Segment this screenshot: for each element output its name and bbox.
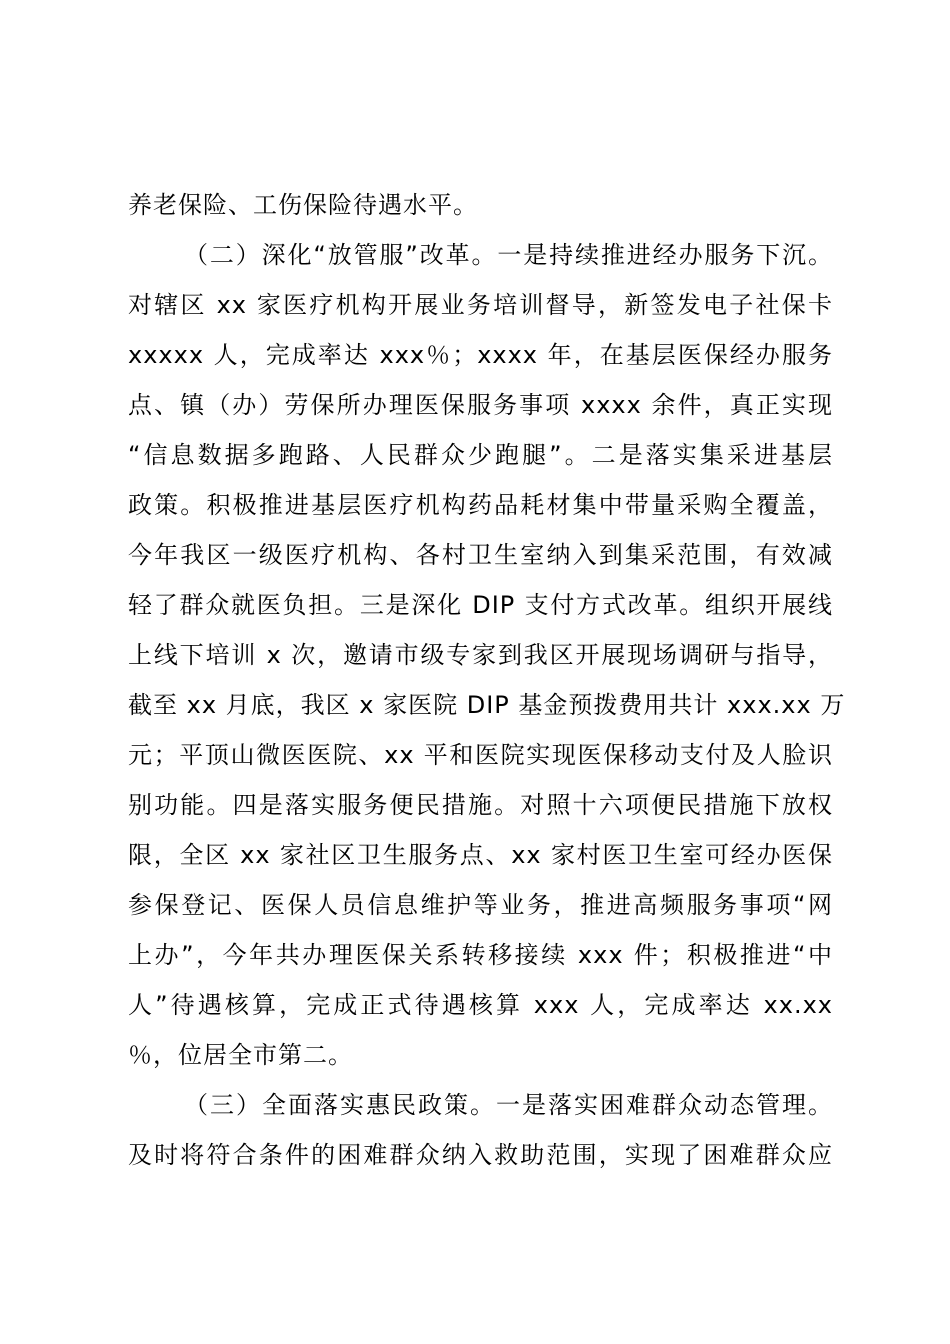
- paragraph-line: xxxxx 人，完成率达 xxx％；xxxx 年，在基层医保经办服务: [128, 341, 833, 369]
- paragraph-line: 限，全区 xx 家社区卫生服务点、xx 家村医卫生室可经办医保: [128, 841, 833, 869]
- section-heading-line: （三）全面落实惠民政策。一是落实困难群众动态管理。: [184, 1091, 833, 1119]
- paragraph-line: 别功能。四是落实服务便民措施。对照十六项便民措施下放权: [128, 791, 833, 819]
- paragraph-line: 元；平顶山微医医院、xx 平和医院实现医保移动支付及人脸识: [128, 741, 833, 769]
- paragraph-line: 及时将符合条件的困难群众纳入救助范围，实现了困难群众应: [128, 1141, 833, 1169]
- paragraph-line: ％，位居全市第二。: [128, 1041, 353, 1069]
- paragraph-line: 点、镇（办）劳保所办理医保服务事项 xxxx 余件，真正实现: [128, 391, 833, 419]
- paragraph-line: 人”待遇核算，完成正式待遇核算 xxx 人，完成率达 xx.xx: [128, 991, 833, 1019]
- paragraph-line: 上办”，今年共办理医保关系转移接续 xxx 件；积极推进“中: [128, 941, 833, 969]
- paragraph-line: 政策。积极推进基层医疗机构药品耗材集中带量采购全覆盖，: [128, 491, 833, 519]
- paragraph-line: 轻了群众就医负担。三是深化 DIP 支付方式改革。组织开展线: [128, 591, 833, 619]
- paragraph-line: 养老保险、工伤保险待遇水平。: [128, 191, 478, 219]
- paragraph-line: 上线下培训 x 次，邀请市级专家到我区开展现场调研与指导，: [128, 641, 833, 669]
- paragraph-line: 参保登记、医保人员信息维护等业务，推进高频服务事项“网: [128, 891, 833, 919]
- paragraph-line: 对辖区 xx 家医疗机构开展业务培训督导，新签发电子社保卡: [128, 291, 833, 319]
- section-heading-line: （二）深化“放管服”改革。一是持续推进经办服务下沉。: [184, 241, 833, 269]
- paragraph-line: 截至 xx 月底，我区 x 家医院 DIP 基金预拨费用共计 xxx.xx 万: [128, 691, 846, 719]
- paragraph-line: “信息数据多跑路、人民群众少跑腿”。二是落实集采进基层: [128, 441, 833, 469]
- paragraph-line: 今年我区一级医疗机构、各村卫生室纳入到集采范围，有效减: [128, 541, 833, 569]
